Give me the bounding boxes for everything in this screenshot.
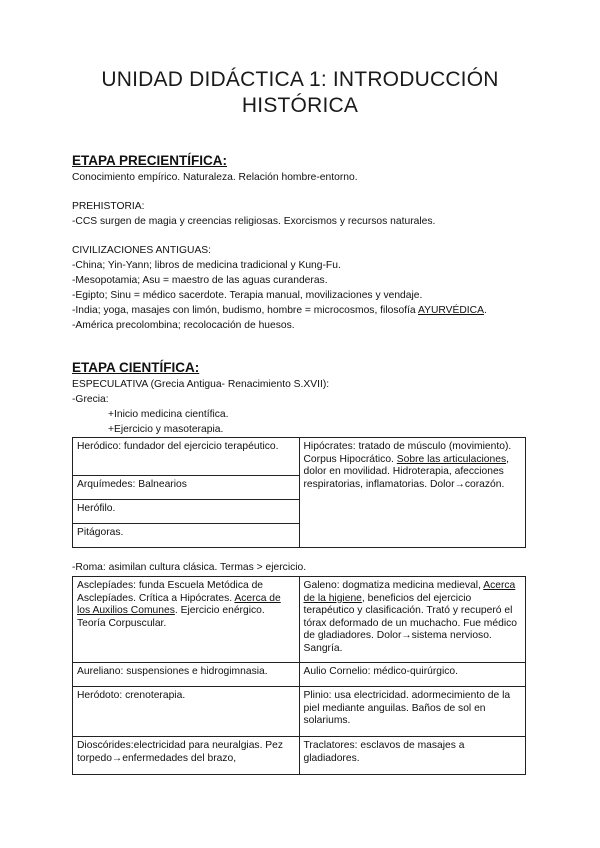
galeno-text-b: , beneficios del ejercicio terapéutico y clasificación. Trató y recuperó el tórax deformado de un muchacho. Fue médico de gladiadores. Dolor→sistema nervioso. Sangría.: [303, 592, 517, 654]
civ-egipto: -Egipto; Sinu = médico sacerdote. Terapia manual, movilizaciones y vendaje.: [72, 290, 423, 301]
civ-india-text: -India; yoga, masajes con limón, budismo, hombre = microcosmos, filosofía: [72, 305, 418, 316]
civilizaciones-label: CIVILIZACIONES ANTIGUAS:: [72, 245, 212, 256]
asclepiades-text-a: Asclepíades: funda Escuela Metódica de Asclepíades. Crítica a Hipócrates.: [77, 580, 264, 604]
cell-herodico: Heródico: fundador del ejercicio terapéutico.: [73, 438, 300, 476]
especulativa-label: ESPECULATIVA (Grecia Antigua- Renacimiento S.XVII):: [72, 379, 330, 390]
grecia-point-1: +Inicio medicina científica.: [108, 409, 229, 420]
civ-mesopotamia: -Mesopotamia; Asu = maestro de las aguas curanderas.: [72, 275, 328, 286]
prehistoria-label: PREHISTORIA:: [72, 201, 145, 212]
asclepiades-text-b: . Ejercicio enérgico. Teoría Corpuscular.: [77, 605, 265, 629]
cell-plinio: Plinio: usa electricidad. adormecimiento de la piel mediante anguilas. Baños de sol en solariums.: [299, 687, 526, 737]
cell-hipocrates: [299, 438, 526, 548]
cell-herodoto: Heródoto: crenoterapia.: [73, 687, 300, 737]
hipocrates-text-b: , dolor en movilidad. Hidroterapia, afecciones respiratorias, inflamatorias. Dolor→corazón.: [303, 453, 509, 490]
civ-china: -China; Yin-Yann; libros de medicina tradicional y Kung-Fu.: [72, 260, 341, 271]
grecia-table: [72, 437, 526, 548]
ayurvedica-link[interactable]: AYURVÉDICA: [417, 305, 484, 316]
sobre-articulaciones-link[interactable]: Sobre las articulaciones: [396, 453, 507, 465]
cell-herofilo: Herófilo.: [73, 500, 300, 524]
hipocrates-text-a: Hipócrates: tratado de músculo (movimiento). Corpus Hipocrático.: [303, 441, 512, 465]
roma-table: [72, 576, 526, 775]
cell-asclepiades: [73, 577, 300, 663]
galeno-text-a: Galeno: dogmatiza medicina medieval,: [303, 580, 484, 591]
cell-pitagoras: Pitágoras.: [73, 524, 300, 548]
auxilios-comunes-link[interactable]: Acerca de los Auxilios Comunes: [77, 592, 281, 616]
civ-america: -América precolombina; recolocación de huesos.: [72, 320, 295, 331]
cell-aureliano: Aureliano: suspensiones e hidrogimnasia.: [73, 663, 300, 687]
civ-india-end: .: [483, 305, 487, 316]
heading-precientifica: ETAPA PRECIENTÍFICA:: [72, 153, 227, 168]
title-line-2: HISTÓRICA: [241, 94, 359, 117]
cell-arquimedes: Arquímedes: Balnearios: [73, 476, 300, 500]
precientifica-intro: Conocimiento empírico. Naturaleza. Relación hombre-entorno.: [72, 172, 358, 183]
heading-cientifica: ETAPA CIENTÍFICA:: [72, 360, 200, 375]
page-title: [0, 67, 600, 119]
roma-label: -Roma: asimilan cultura clásica. Termas > ejercicio.: [72, 562, 307, 573]
cell-aulio-cornelio: Aulio Cornelio: médico-quirúrgico.: [299, 663, 526, 687]
civ-india: [72, 304, 487, 317]
cell-traclatores: Traclatores: esclavos de masajes a gladiadores.: [299, 737, 526, 775]
title-line-1: UNIDAD DIDÁCTICA 1: INTRODUCCIÓN: [101, 68, 499, 91]
grecia-point-2: +Ejercicio y masoterapia.: [108, 424, 224, 435]
cell-dioscorides: Dioscórides:electricidad para neuralgias. Pez torpedo→enfermedades del brazo,: [73, 737, 300, 775]
prehistoria-text: -CCS surgen de magia y creencias religiosas. Exorcismos y recursos naturales.: [72, 216, 436, 227]
cell-galeno: [299, 577, 526, 663]
grecia-label: -Grecia:: [72, 394, 109, 405]
acerca-higiene-link[interactable]: Acerca de la higiene: [303, 580, 516, 604]
